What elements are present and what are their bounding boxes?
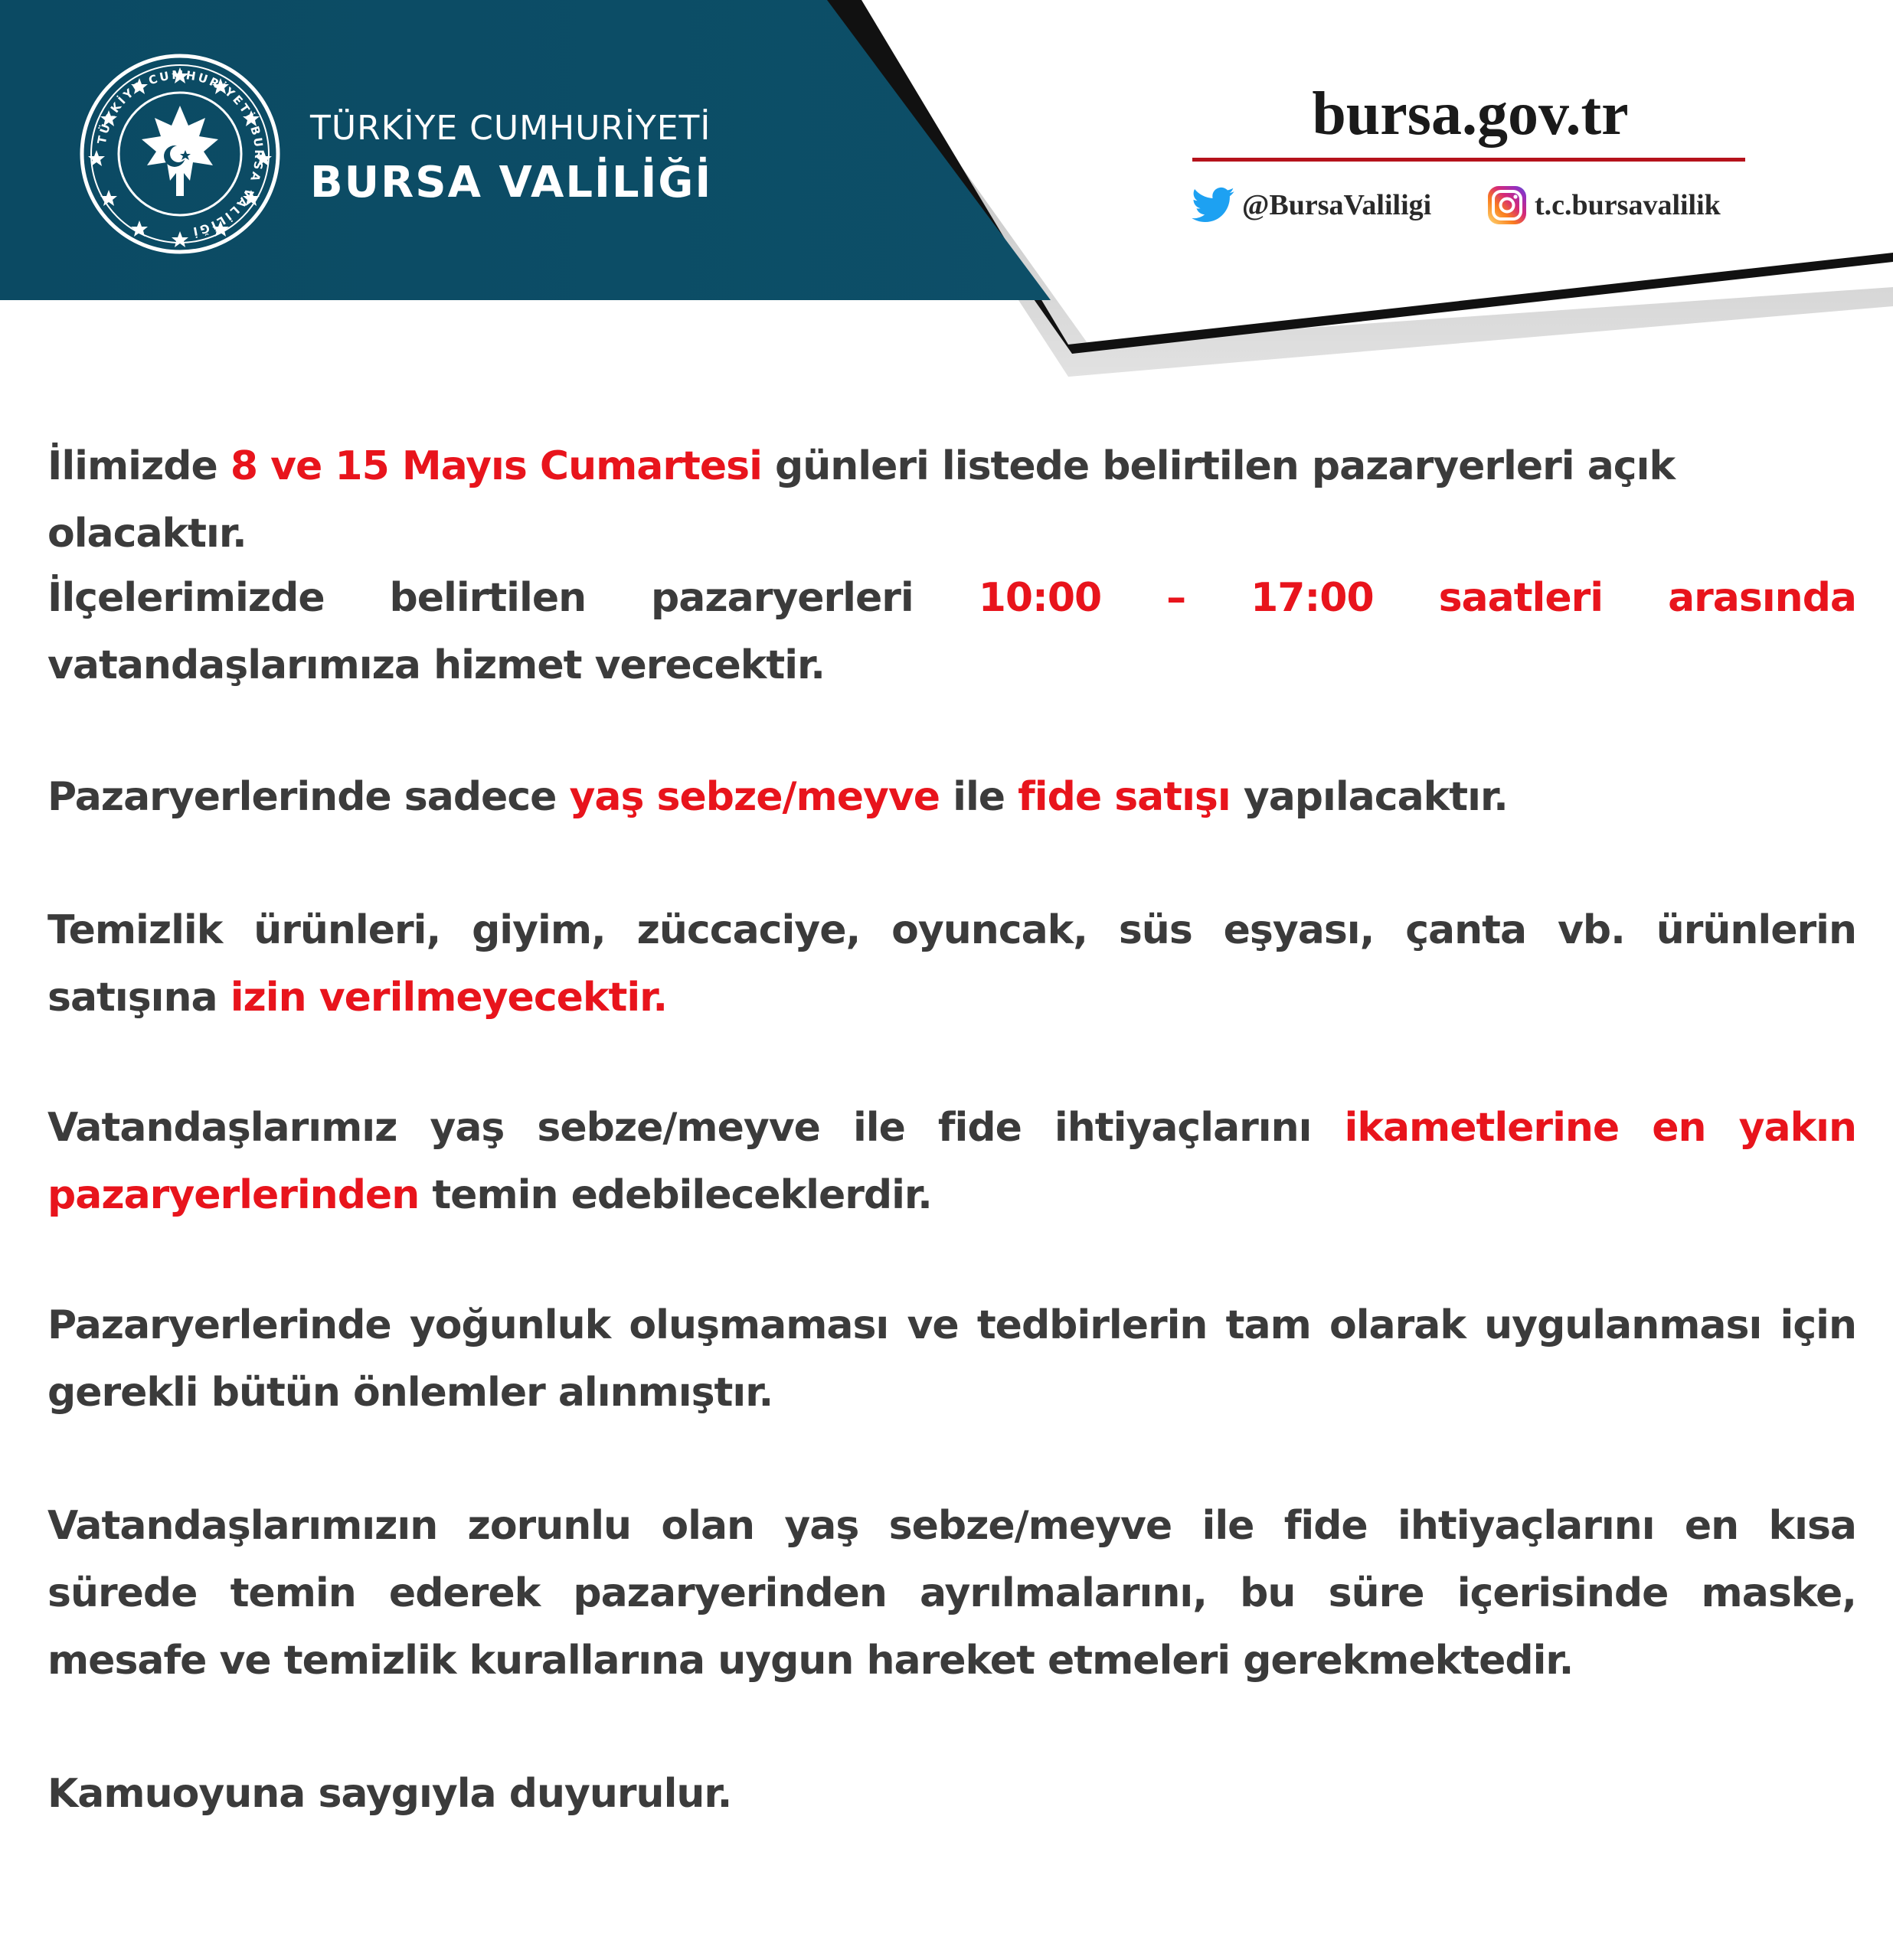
body-text: Vatandaşlarımızın zorunlu olan yaş sebze/meyve ile fide ihtiyaçlarını en kısa sürede temin ederek pazaryerinden ayrılmalarını, bu süre içerisinde maske, mesafe ve temizlik kurallarına uygun hareket etmeleri gerekmektedir. [47, 1503, 1856, 1684]
website-link[interactable]: bursa.gov.tr [1312, 80, 1629, 148]
paragraph-6 [47, 1292, 1856, 1426]
body-text: Kamuoyuna saygıyla duyurulur. [47, 1771, 732, 1817]
paragraph-7 [47, 1492, 1856, 1694]
highlighted-text: 8 ve 15 Mayıs Cumartesi [230, 443, 762, 489]
body-text: Pazaryerlerinde yoğunluk oluşmaması ve tedbirlerin tam olarak uygulanması için gerekli bütün önlemler alınmıştır. [47, 1302, 1856, 1416]
instagram-handle: t.c.bursavalilik [1535, 189, 1721, 221]
website-underline [1192, 158, 1745, 162]
org-name-line1: TÜRKİYE CUMHURİYETİ [310, 109, 711, 148]
seal-logo [77, 51, 283, 257]
body-text: İlçelerimizde belirtilen pazaryerleri [47, 575, 979, 621]
instagram-link[interactable] [1484, 184, 1721, 227]
paragraph-5 [47, 1094, 1856, 1229]
body-text: vatandaşlarımıza hizmet verecektir. [47, 642, 826, 688]
paragraph-1 [47, 433, 1856, 567]
highlighted-text: yaş sebze/meyve [569, 774, 940, 820]
highlighted-text: izin verilmeyecektir. [230, 975, 668, 1021]
twitter-icon [1192, 184, 1237, 227]
body-text: günleri listede belirtilen pazaryerleri açık olacaktır. [47, 443, 1676, 557]
instagram-icon [1484, 184, 1530, 227]
body-text: yapılacaktır. [1230, 774, 1508, 820]
body-text: Pazaryerlerinde sadece [47, 774, 570, 820]
body-text: Temizlik ürünleri, giyim, züccaciye, oyuncak, süs eşyası, çanta vb. ürünlerin satışına [47, 907, 1856, 1021]
seal-text: TÜRKİYE CUMHURİYETİ BURSA VALİLİĞİ [94, 67, 266, 239]
highlighted-text: fide satışı [1018, 774, 1231, 820]
highlighted-text: 10:00 – 17:00 saatleri arasında [978, 575, 1856, 621]
paragraph-4 [47, 897, 1856, 1031]
body-text: ile [940, 774, 1018, 820]
paragraph-2 [47, 564, 1856, 699]
org-name-line2: BURSA VALİLİĞİ [310, 158, 713, 207]
highlighted-text: ikametlerine en yakın pazaryerlerinden [47, 1105, 1856, 1218]
header-banner [0, 0, 1893, 398]
twitter-link[interactable] [1192, 184, 1431, 227]
body-text: Vatandaşlarımız yaş sebze/meyve ile fide ihtiyaçlarını [47, 1105, 1345, 1151]
body-text: İlimizde [47, 443, 230, 489]
paragraph-3 [47, 763, 1856, 831]
twitter-handle: @BursaValiligi [1242, 189, 1432, 221]
body-text: temin edebileceklerdir. [419, 1172, 932, 1218]
paragraph-8 [47, 1760, 1856, 1828]
